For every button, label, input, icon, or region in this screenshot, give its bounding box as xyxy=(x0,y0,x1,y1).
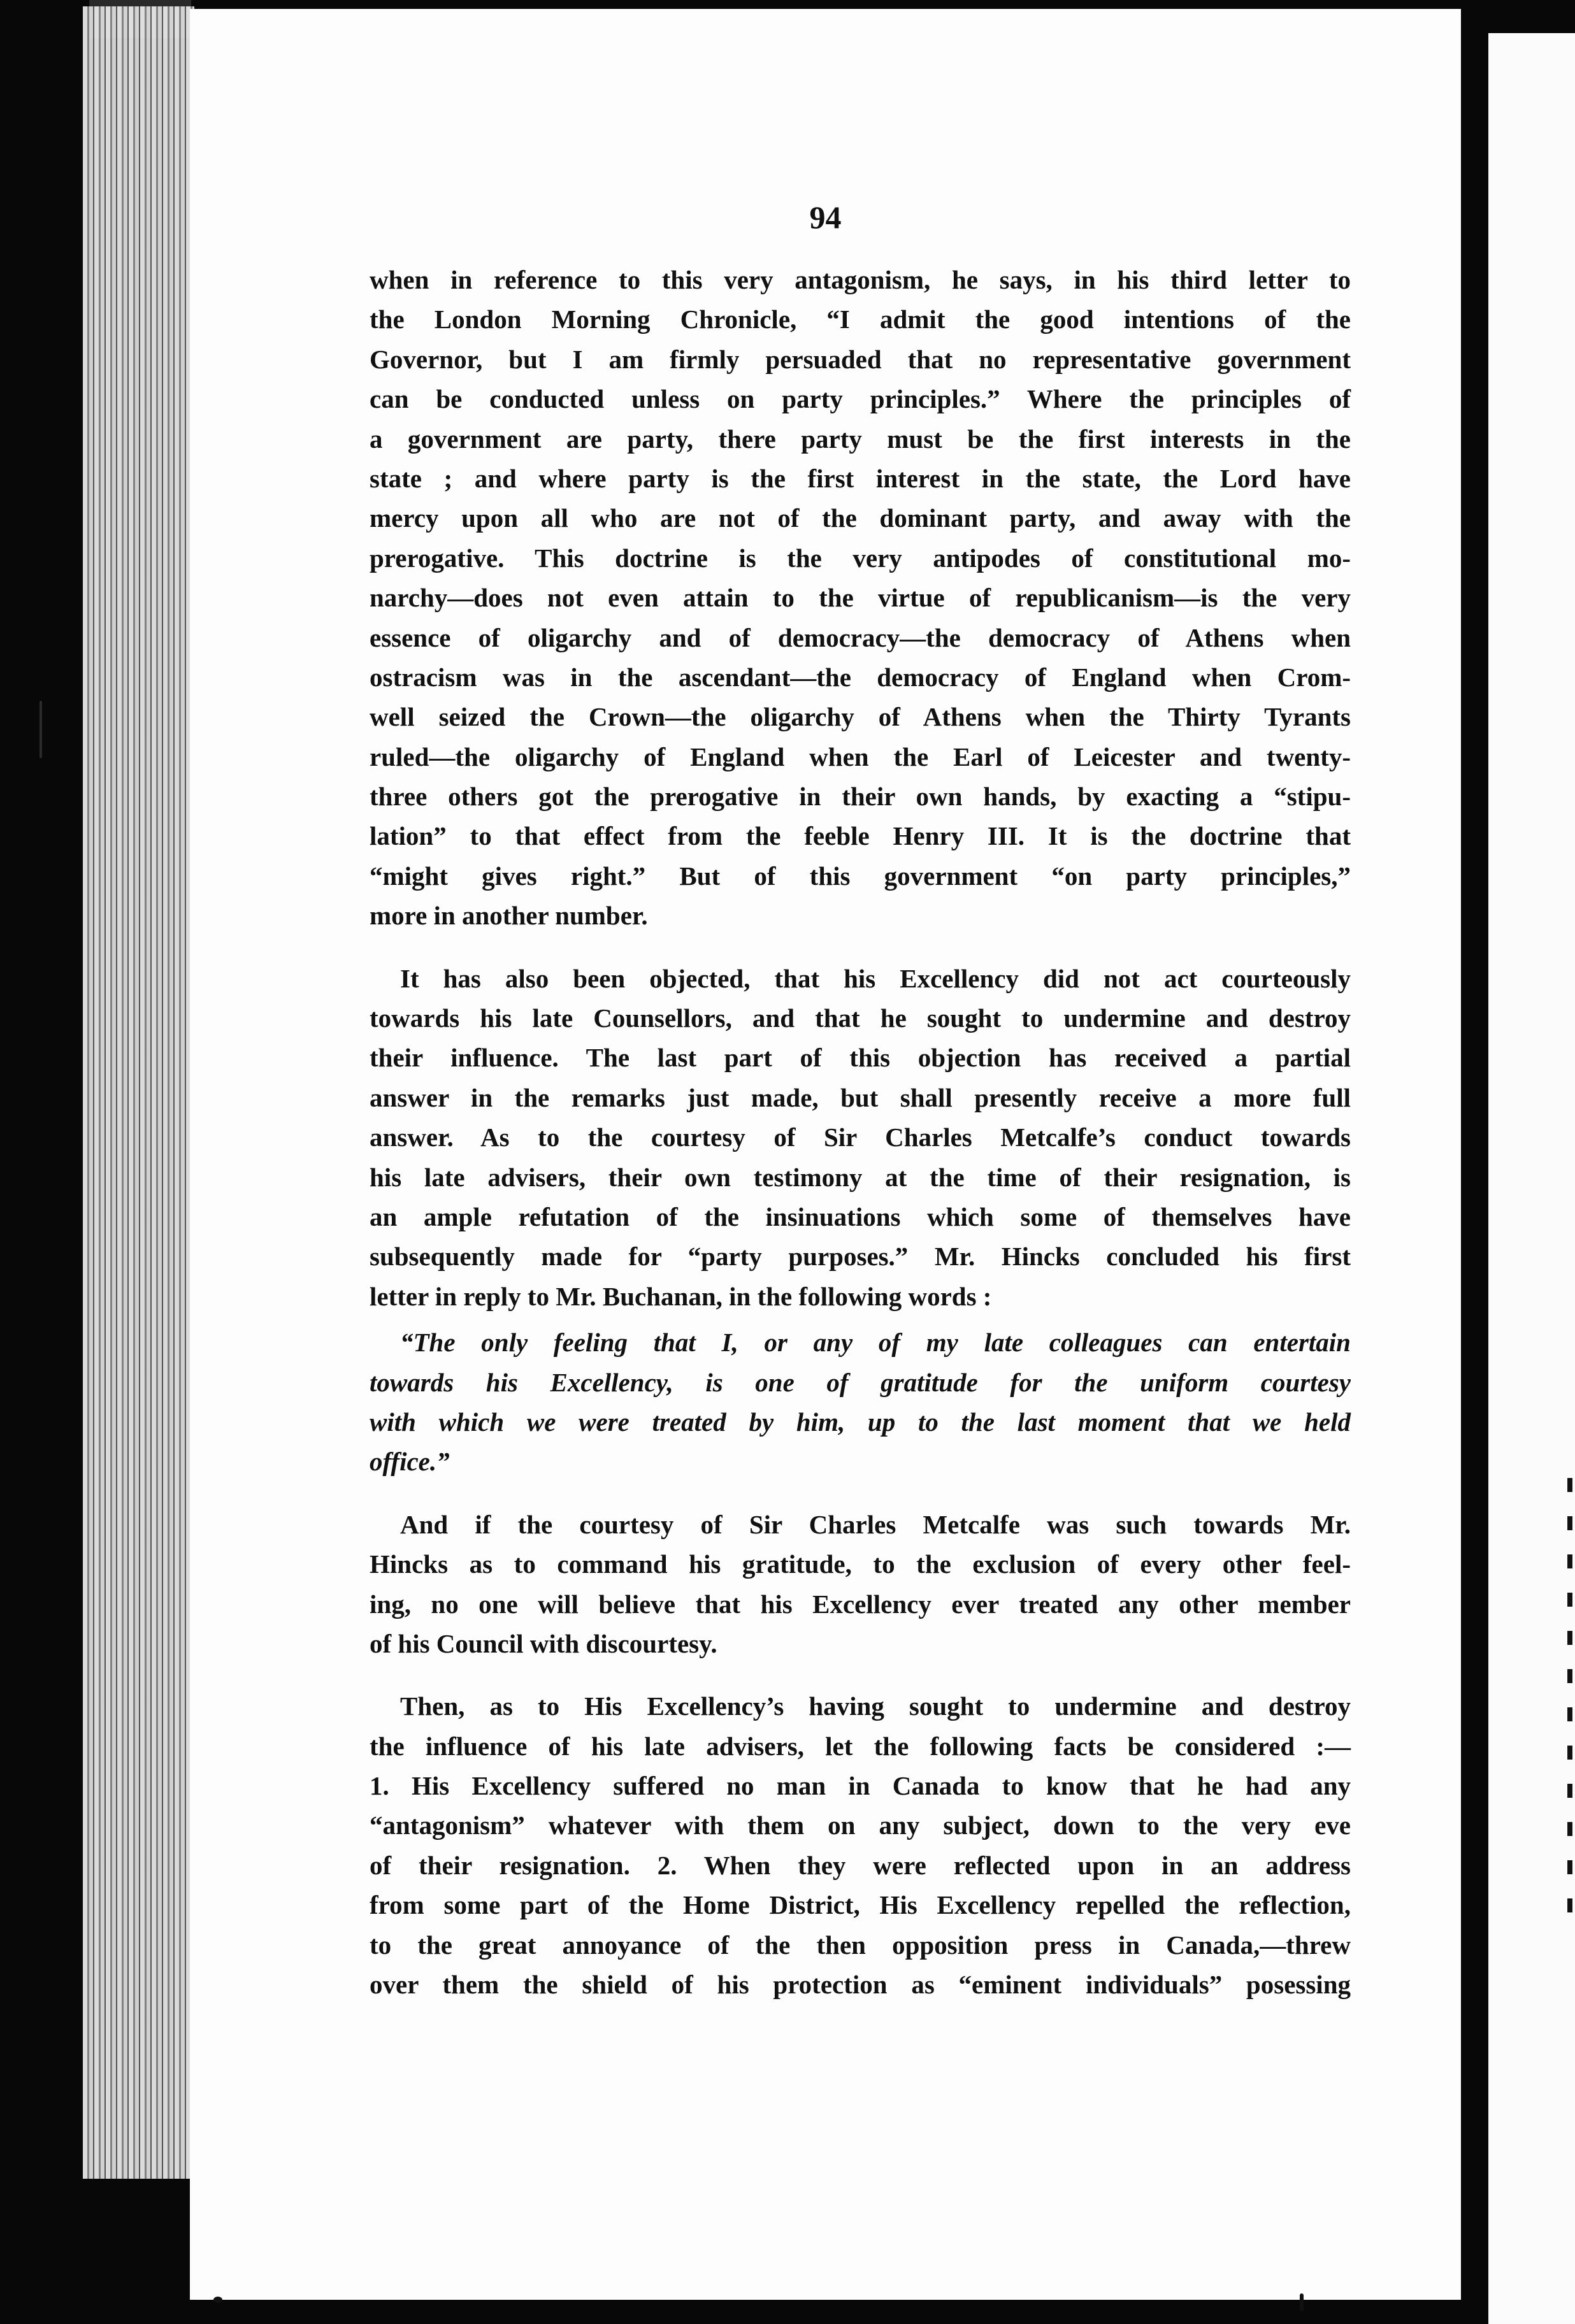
text-line: of their resignation. 2. When they were reflected upon in an address xyxy=(370,1850,1351,1880)
text-line: “antagonism” whatever with them on any subject, down to the very eve xyxy=(370,1811,1351,1840)
text-line: letter in reply to Mr. Buchanan, in the following words : xyxy=(370,1281,992,1311)
text-line: well seized the Crown—the oligarchy of Athens when the Thirty Tyrants xyxy=(370,702,1351,732)
text-line: the London Morning Chronicle, “I admit the good intentions of the xyxy=(370,305,1351,334)
quote-line: office.” xyxy=(370,1447,450,1477)
text-line: their influence. The last part of this objection has received a partial xyxy=(370,1043,1351,1073)
facing-page-edge xyxy=(1488,33,1575,2324)
paragraph-2 xyxy=(370,959,1351,1317)
text-line: ostracism was in the ascendant—the democracy of England when Crom- xyxy=(370,662,1351,692)
paragraph-4 xyxy=(370,1505,1351,1664)
text-line: ing, no one will believe that his Excellency ever treated any other member xyxy=(370,1589,1351,1619)
paragraph-1 xyxy=(370,260,1351,936)
text-line: And if the courtesy of Sir Charles Metcalfe was such towards Mr. xyxy=(400,1509,1351,1539)
paragraph-5 xyxy=(370,1686,1351,2004)
book-page-edges xyxy=(83,6,194,2179)
quote-line: with which we were treated by him, up to the last moment that we held xyxy=(370,1407,1351,1437)
text-line: can be conducted unless on party principles.” Where the principles of xyxy=(370,384,1351,414)
quote-line: towards his Excellency, is one of gratitude for the uniform courtesy xyxy=(370,1367,1351,1397)
scan-speck xyxy=(40,701,42,758)
text-line: prerogative. This doctrine is the very antipodes of constitutional mo- xyxy=(370,543,1351,573)
text-line: the influence of his late advisers, let the following facts be considered :— xyxy=(370,1731,1351,1761)
text-line: 1. His Excellency suffered no man in Canada to know that he had any xyxy=(370,1771,1351,1801)
text-line: narchy—does not even attain to the virtue of republicanism—is the very xyxy=(370,583,1351,613)
text-line: an ample refutation of the insinuations which some of themselves have xyxy=(370,1201,1351,1231)
text-line: more in another number. xyxy=(370,901,648,931)
text-line: Governor, but I am firmly persuaded that no representative government xyxy=(370,344,1351,374)
text-line: essence of oligarchy and of democracy—the democracy of Athens when xyxy=(370,622,1351,652)
text-line: of his Council with discourtesy. xyxy=(370,1628,717,1658)
text-line: ruled—the oligarchy of England when the Earl of Leicester and twenty- xyxy=(370,742,1351,771)
quote-line: “The only feeling that I, or any of my late colleagues can entertain xyxy=(400,1328,1351,1358)
facing-page-marks xyxy=(1567,1478,1572,1924)
body-text xyxy=(370,260,1351,2004)
text-line: answer. As to the courtesy of Sir Charles Metcalfe’s conduct towards xyxy=(370,1123,1351,1152)
page-number: 94 xyxy=(809,199,842,235)
text-line: towards his late Counsellors, and that he sought to undermine and destroy xyxy=(370,1003,1351,1033)
text-line: lation” to that effect from the feeble Henry III. It is the doctrine that xyxy=(370,821,1351,851)
text-line: “might gives right.” But of this government “on party principles,” xyxy=(370,861,1351,891)
text-line: a government are party, there party must be the first interests in the xyxy=(370,424,1351,454)
text-line: from some part of the Home District, His Excellency repelled the reflection, xyxy=(370,1890,1351,1920)
text-line: mercy upon all who are not of the dominant party, and away with the xyxy=(370,503,1351,533)
text-line: Hincks as to command his gratitude, to the exclusion of every other feel- xyxy=(370,1549,1351,1579)
text-line: over them the shield of his protection as “eminent individuals” posessing xyxy=(370,1970,1351,2000)
text-line: his late advisers, their own testimony at the time of their resignation, is xyxy=(370,1162,1351,1192)
text-line: when in reference to this very antagonism, he says, in his third letter to xyxy=(370,265,1351,294)
text-line: It has also been objected, that his Excellency did not act courteously xyxy=(400,963,1351,993)
quotation xyxy=(370,1323,1351,1482)
text-line: Then, as to His Excellency’s having sought to undermine and destroy xyxy=(400,1691,1351,1721)
text-line: subsequently made for “party purposes.” Mr. Hincks concluded his first xyxy=(370,1242,1351,1272)
text-line: to the great annoyance of the then opposition press in Canada,—threw xyxy=(370,1930,1351,1960)
scan-speck xyxy=(1300,2293,1304,2311)
text-line: answer in the remarks just made, but shall presently receive a more full xyxy=(370,1082,1351,1112)
text-line: three others got the prerogative in their own hands, by exacting a “stipu- xyxy=(370,782,1351,812)
text-line: state ; and where party is the first interest in the state, the Lord have xyxy=(370,463,1351,493)
scan-speck xyxy=(213,2297,222,2303)
